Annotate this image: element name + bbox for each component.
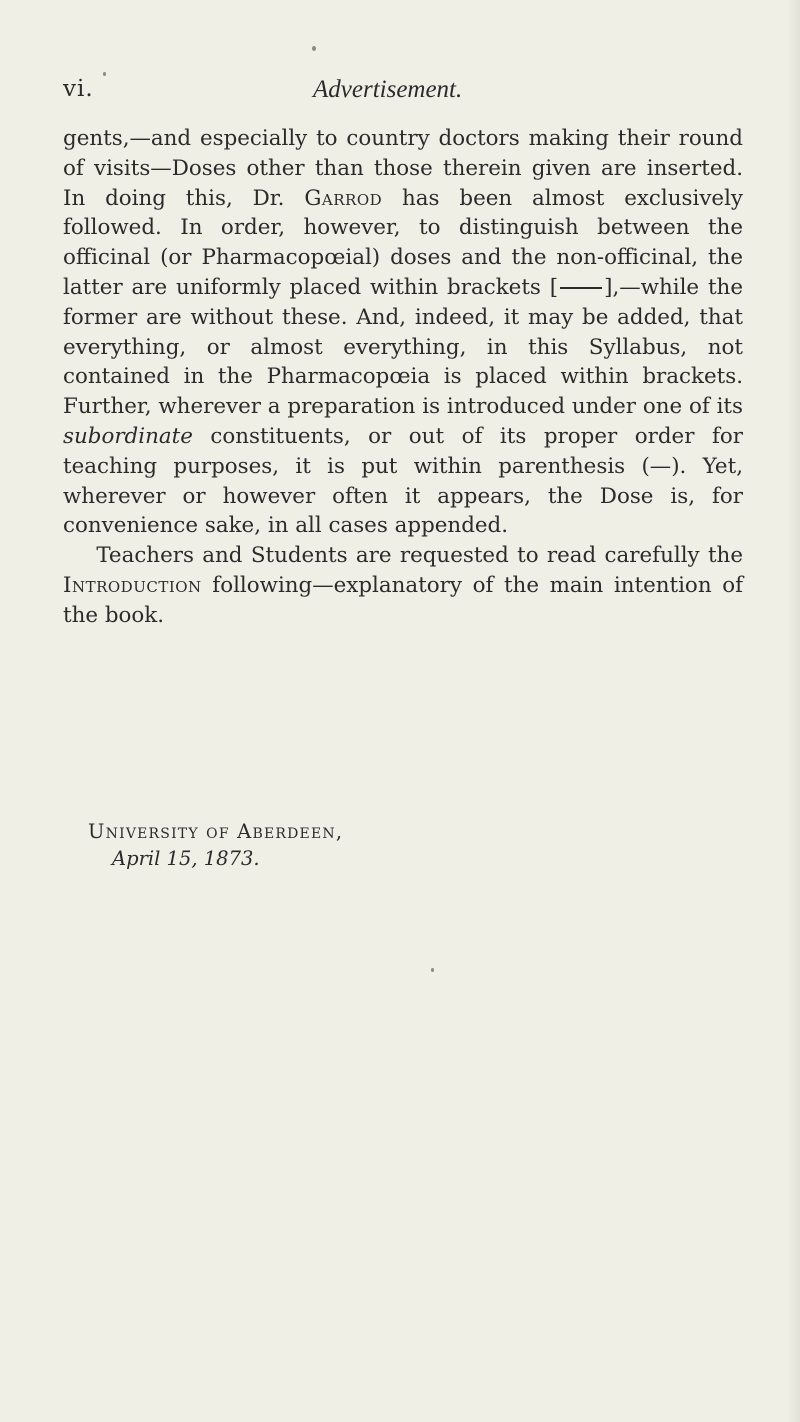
paragraph-2 xyxy=(63,541,743,630)
signature-place: University of Aberdeen, xyxy=(88,820,344,843)
author-name: Garrod xyxy=(304,185,383,211)
p1-text-c: ],—while the former are without these. And, indeed, it may be added, that everything, or almost everything, in this Syllabus, not contained in the Pharmacopœia is placed within brackets. Further, wherever a preparation is introduced under one of its xyxy=(63,274,743,420)
ink-speck xyxy=(312,46,316,51)
p1-text-b: has been almost exclusively followed. In order, however, to distinguish between the officinal (or Pharmacopœial) doses and the non-officinal, the latter are uniformly placed within brackets [ xyxy=(63,185,743,300)
introduction-reference: Introduction xyxy=(63,572,202,598)
body-text xyxy=(63,124,743,631)
signature-block xyxy=(88,818,343,872)
ink-speck xyxy=(103,72,106,76)
paragraph-1 xyxy=(63,124,743,541)
p1-text-a: gents,—and especially to country doctors making their round of visits—Doses other than those therein given are inserted. In doing this, Dr. xyxy=(63,126,743,211)
page-number: vi. xyxy=(63,76,94,102)
italic-word: subordinate xyxy=(63,423,193,449)
signature-date: April 15, 1873. xyxy=(112,847,260,870)
running-head: Advertisement. xyxy=(313,76,463,103)
p2-text-a: Teachers and Students are requested to read carefully the xyxy=(96,543,743,569)
page-header xyxy=(63,76,743,116)
page-edge-shadow xyxy=(786,0,800,1422)
p2-text-b: following—explanatory of the main intention of the book. xyxy=(63,572,743,628)
ink-speck xyxy=(431,968,434,972)
p1-text-d: constituents, or out of its proper order for teaching purposes, it is put within parenthesis (—). Yet, wherever or however often it appears, the Dose is, for convenience sake, in all cases appended. xyxy=(63,423,743,539)
bracket-dash xyxy=(560,287,602,289)
